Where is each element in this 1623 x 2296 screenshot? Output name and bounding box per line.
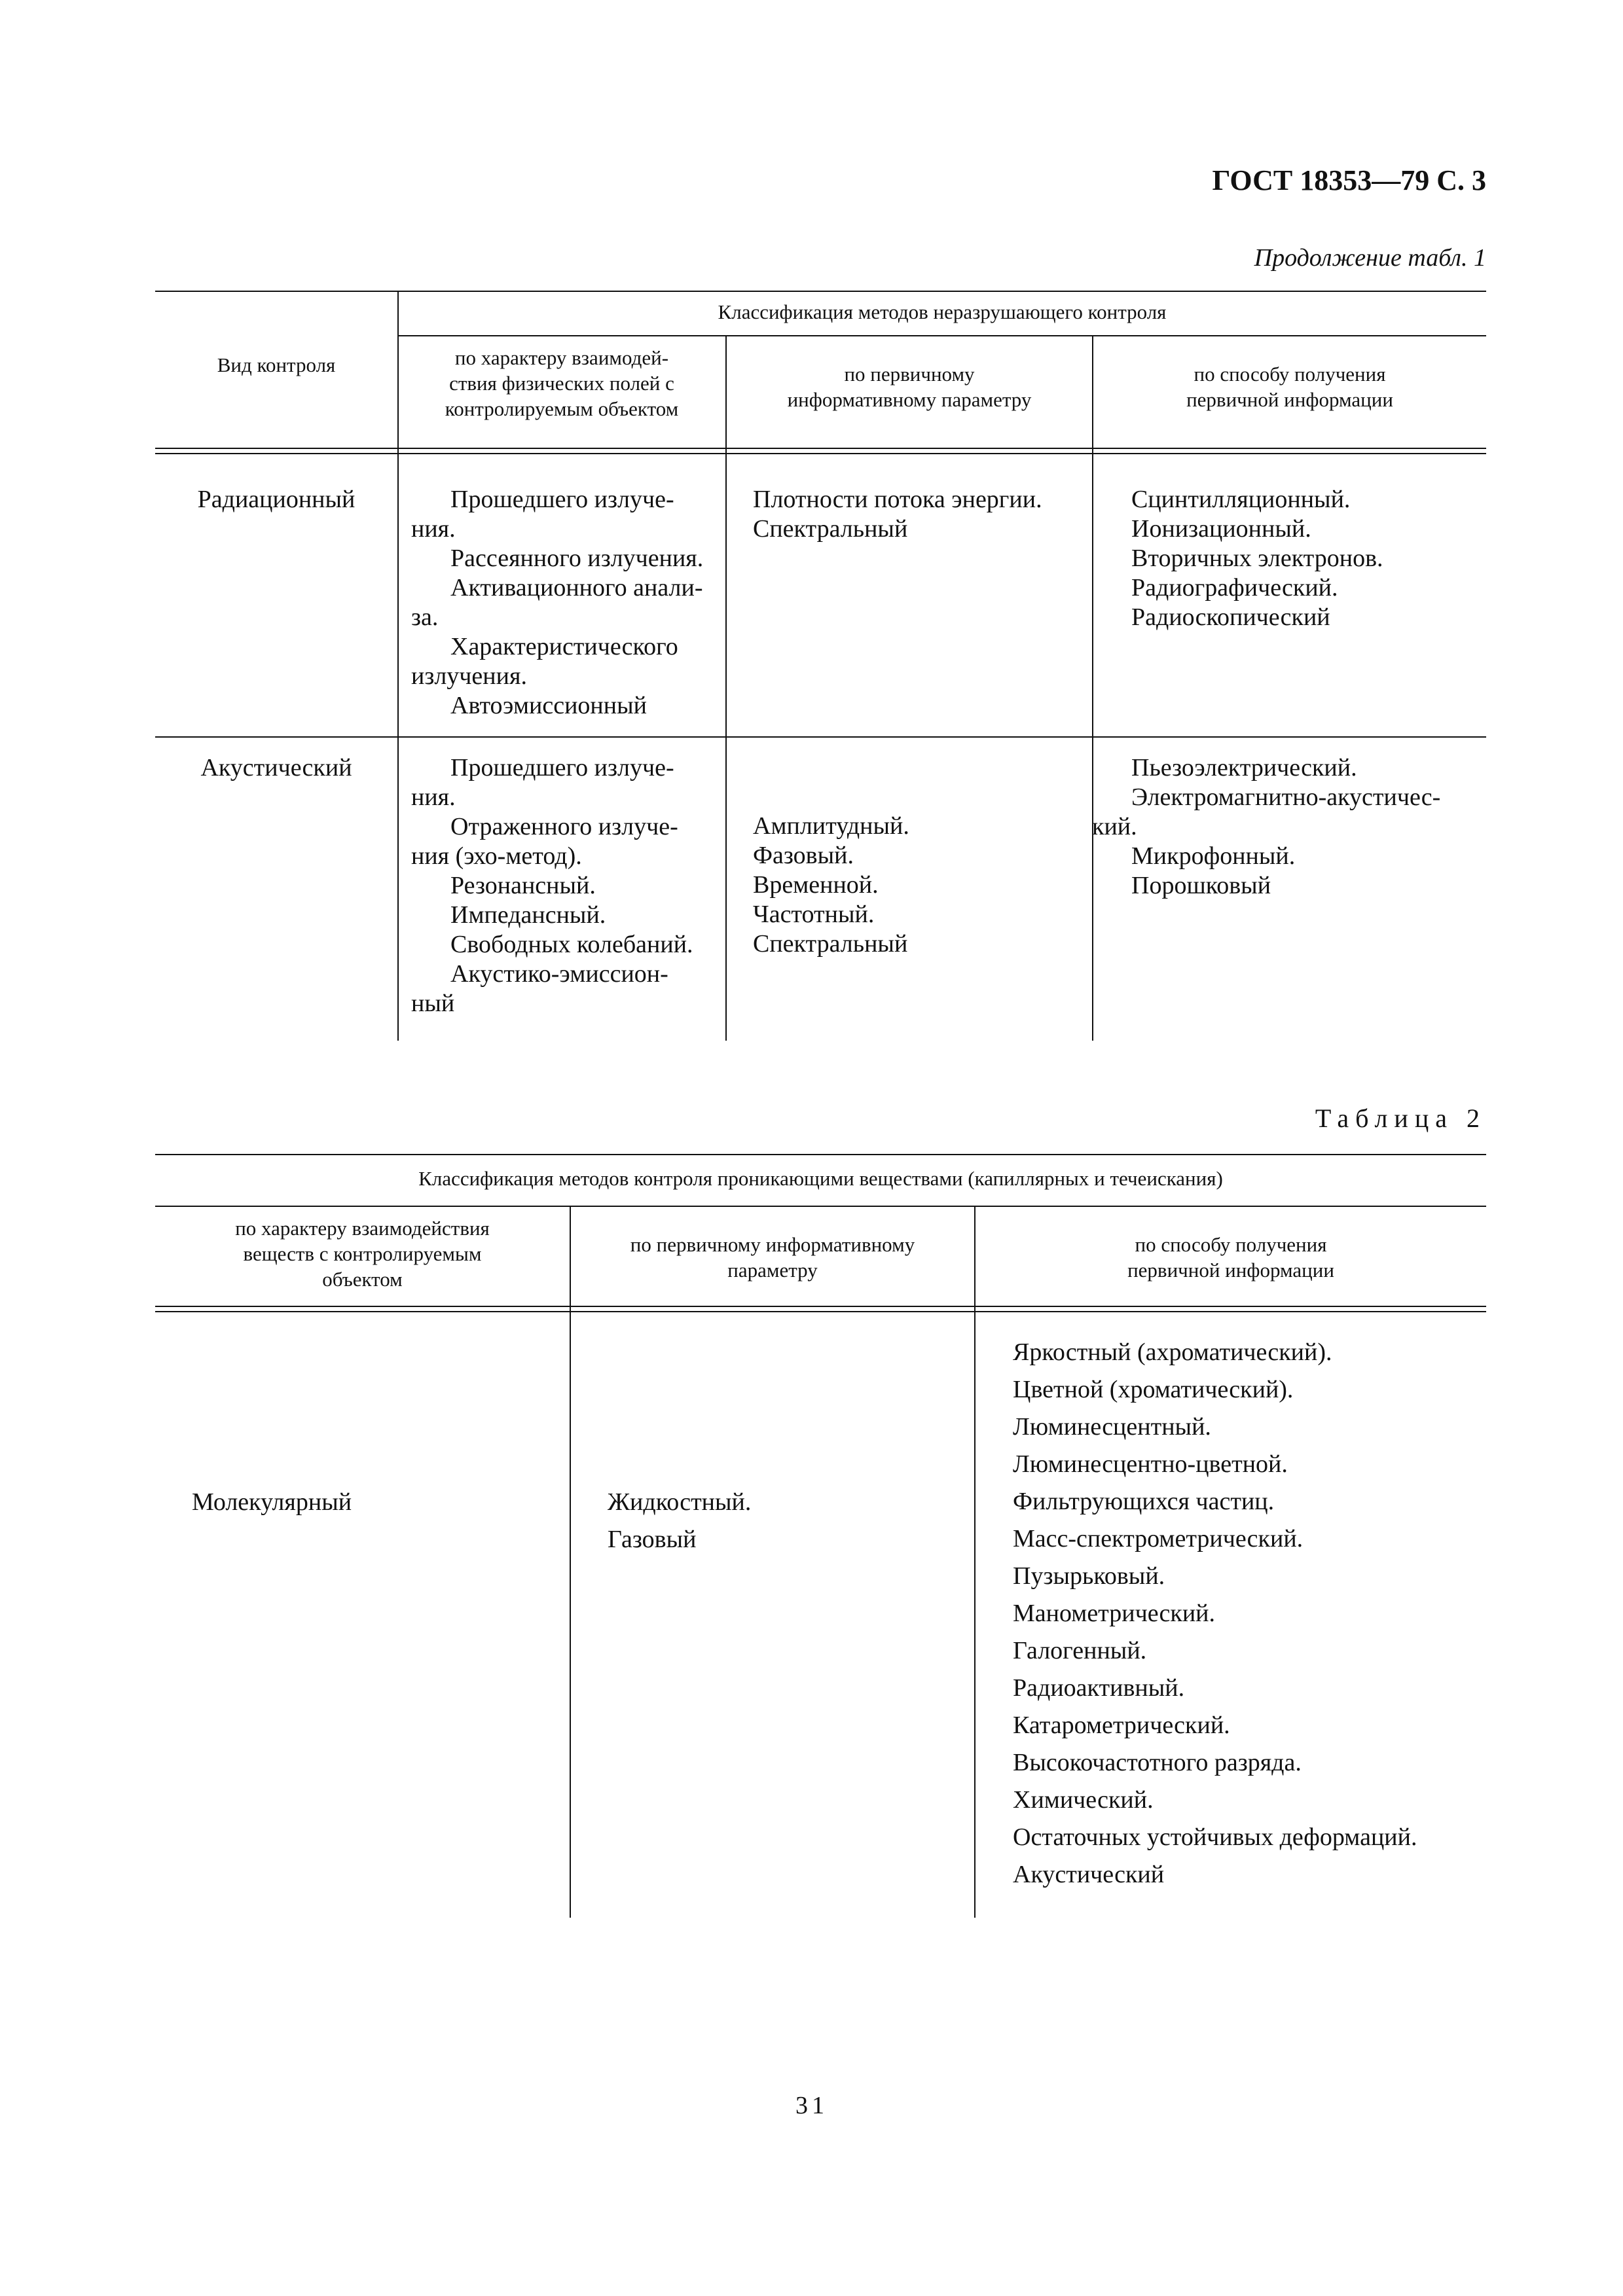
cell-line: Фазовый. xyxy=(753,842,854,869)
cell-line: ния. xyxy=(411,783,456,811)
table1-col-rule-2 xyxy=(725,335,727,1041)
cell-line: Спектральный xyxy=(753,930,908,958)
cell-line: по характеру взаимодействия xyxy=(235,1217,490,1240)
table2-header-group: Классификация методов контроля проникающими веществами (капиллярных и течеискания) xyxy=(418,1167,1223,1190)
cell-line: Вторичных электронов. xyxy=(1131,545,1383,572)
cell-line: Порошковый xyxy=(1131,872,1271,899)
cell-line: Отраженного излуче- xyxy=(450,813,678,840)
cell-line: ствия физических полей с xyxy=(449,372,674,395)
cell-line: Импедансный. xyxy=(450,901,606,929)
cell-line: Пьезоэлектрический. xyxy=(1131,754,1357,781)
cell-line: Пузырьковый. xyxy=(1013,1562,1165,1590)
table1-header-interaction xyxy=(398,345,725,422)
table2-header-interaction xyxy=(155,1215,570,1292)
table1-header-rule-2 xyxy=(155,453,1486,454)
cell-line: Сцинтилляционный. xyxy=(1131,486,1351,513)
table2-method-list xyxy=(1013,1334,1484,1893)
table2-col-rule-1 xyxy=(570,1206,571,1918)
cell-line: Катарометрический. xyxy=(1013,1712,1230,1739)
cell-line: Манометрический. xyxy=(1013,1600,1216,1627)
cell-line: Высокочастотного разряда. xyxy=(1013,1749,1302,1776)
cell-line: кий. xyxy=(1092,813,1137,840)
cell-line: Галогенный. xyxy=(1013,1637,1147,1664)
table1-header-method xyxy=(1093,361,1486,412)
cell-line: Автоэмиссионный xyxy=(450,692,647,719)
table1-row1-method xyxy=(1092,485,1485,632)
cell-line: Временной. xyxy=(753,871,879,899)
cell-line: Частотный. xyxy=(753,901,875,928)
table1-row2-method xyxy=(1092,753,1485,901)
cell-line: Электромагнитно-акустичес- xyxy=(1131,783,1441,811)
table1-row1-interaction xyxy=(411,485,712,721)
cell-line: Люминесцентно-цветной. xyxy=(1013,1450,1288,1478)
table1-col-rule-3 xyxy=(1092,335,1093,1041)
table1-row-rule xyxy=(155,736,1486,738)
cell-line: Люминесцентный. xyxy=(1013,1413,1211,1441)
table1-row2-interaction xyxy=(411,753,712,1018)
cell-line: Микрофонный. xyxy=(1131,842,1296,870)
cell-line: Остаточных устойчивых деформаций. xyxy=(1013,1823,1417,1851)
table1-header-rule-1 xyxy=(155,448,1486,449)
cell-line: первичной информации xyxy=(1127,1259,1334,1282)
table2-interaction: Молекулярный xyxy=(192,1488,352,1516)
table2-header-rule-2 xyxy=(155,1311,1486,1312)
cell-line: Цветной (хроматический). xyxy=(1013,1376,1294,1403)
cell-line: Свободных колебаний. xyxy=(450,931,693,958)
table1-row2-parameter xyxy=(753,812,1087,959)
cell-line: Ионизационный. xyxy=(1131,515,1311,543)
cell-line: излучения. xyxy=(411,662,527,690)
cell-line: Характеристического xyxy=(450,633,678,660)
cell-line: Активационного анали- xyxy=(450,574,703,601)
table-continuation-label: Продолжение табл. 1 xyxy=(1254,244,1486,272)
cell-line: Спектральный xyxy=(753,515,908,543)
cell-line: Масс-спектрометрический. xyxy=(1013,1525,1304,1552)
cell-line: Газовый xyxy=(608,1526,697,1553)
table2-header-rule-1 xyxy=(155,1306,1486,1307)
cell-line: Прошедшего излуче- xyxy=(450,754,674,781)
cell-line: Акустический xyxy=(1013,1861,1165,1888)
table1-header-kind: Вид контроля xyxy=(217,353,336,376)
cell-line: Фильтрующихся частиц. xyxy=(1013,1488,1275,1515)
table1-header-parameter xyxy=(727,361,1092,412)
table2-col-rule-2 xyxy=(974,1206,976,1918)
cell-line: Химический. xyxy=(1013,1786,1154,1814)
cell-line: ния (эхо-метод). xyxy=(411,842,582,870)
document-code: ГОСТ 18353—79 С. 3 xyxy=(1212,164,1486,196)
table2-group-rule xyxy=(155,1206,1486,1207)
cell-line: Амплитудный. xyxy=(753,812,909,840)
cell-line: ный xyxy=(411,990,455,1017)
table2-header-method xyxy=(976,1232,1486,1283)
table1-group-rule xyxy=(398,335,1486,336)
cell-line: по первичному xyxy=(844,363,975,386)
cell-line: Резонансный. xyxy=(450,872,596,899)
table2-label: Таблица 2 xyxy=(1315,1103,1486,1133)
table2-parameter xyxy=(608,1484,961,1558)
table1-row2-kind: Акустический xyxy=(200,754,352,781)
cell-line: веществ с контролируемым xyxy=(243,1242,482,1265)
cell-line: Акустико-эмиссион- xyxy=(450,960,668,988)
table1-row1-kind: Радиационный xyxy=(197,486,356,513)
cell-line: Плотности потока энергии. xyxy=(753,486,1042,513)
table2-top-rule xyxy=(155,1154,1486,1155)
table1-row1-parameter xyxy=(753,485,1087,544)
cell-line: контролируемым объектом xyxy=(445,397,679,420)
cell-line: Яркостный (ахроматический). xyxy=(1013,1338,1332,1366)
table1-header-group: Классификация методов неразрушающего контроля xyxy=(718,300,1167,323)
cell-line: объектом xyxy=(322,1268,403,1291)
cell-line: Рассеянного излучения. xyxy=(450,545,704,572)
cell-line: по характеру взаимодей- xyxy=(454,346,669,369)
page-number: 31 xyxy=(795,2092,828,2119)
cell-line: Радиографический. xyxy=(1131,574,1338,601)
table2-header-parameter xyxy=(571,1232,974,1283)
cell-line: Прошедшего излуче- xyxy=(450,486,674,513)
cell-line: параметру xyxy=(727,1259,818,1282)
table1-top-rule xyxy=(155,291,1486,292)
cell-line: информативному параметру xyxy=(787,388,1032,411)
cell-line: первичной информации xyxy=(1186,388,1393,411)
cell-line: ния. xyxy=(411,515,456,543)
cell-line: по способу получения xyxy=(1135,1233,1327,1256)
cell-line: Радиоскопический xyxy=(1131,603,1330,631)
cell-line: по первичному информативному xyxy=(630,1233,915,1256)
cell-line: Жидкостный. xyxy=(608,1488,752,1516)
cell-line: по способу получения xyxy=(1194,363,1386,386)
cell-line: за. xyxy=(411,603,439,631)
cell-line: Радиоактивный. xyxy=(1013,1674,1185,1702)
